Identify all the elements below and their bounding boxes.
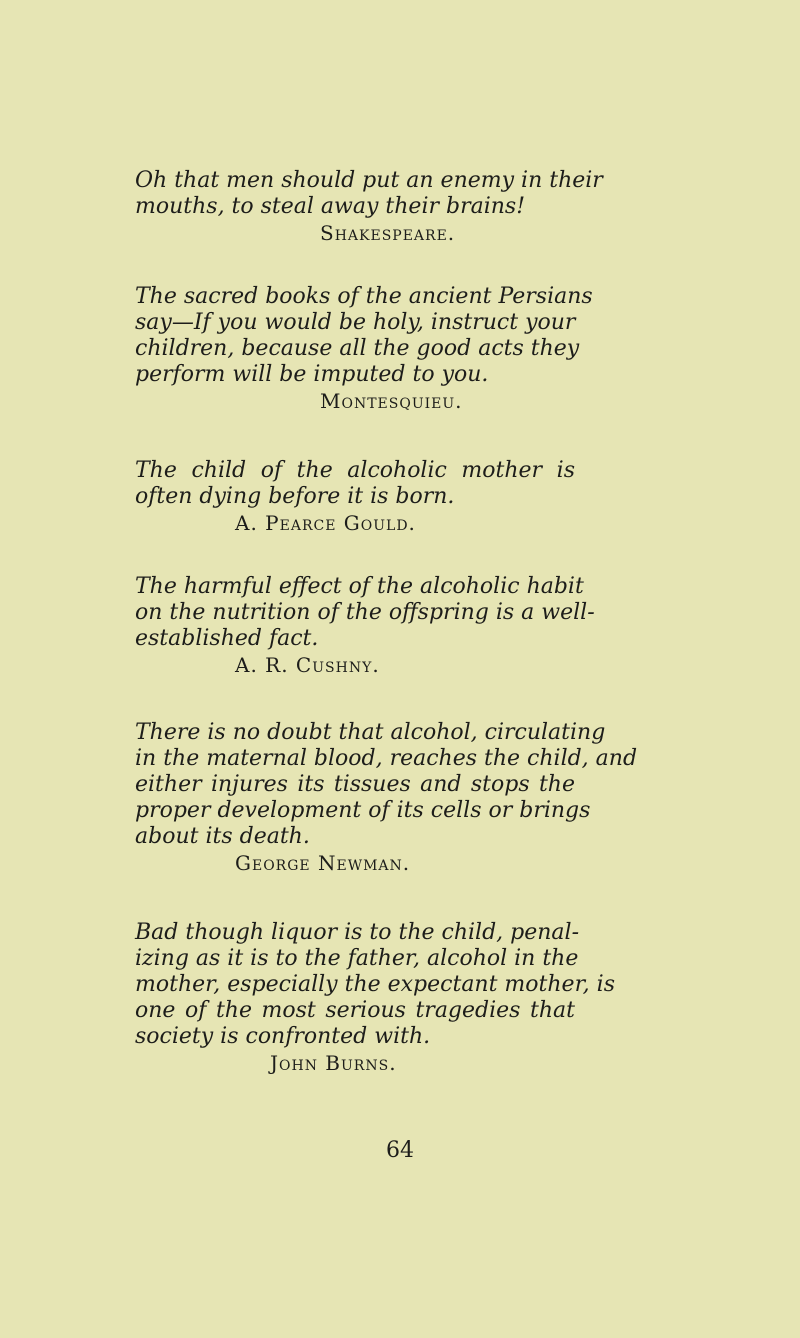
- quote-line: established fact.: [135, 626, 319, 651]
- quote-line: on the nutrition of the offspring is a well-: [135, 600, 595, 625]
- quote-line: The harmful effect of the alcoholic habit: [135, 574, 584, 599]
- quote-line: children, because all the good acts they: [135, 336, 580, 361]
- quote-line: Bad though liquor is to the child, penal-: [135, 920, 580, 945]
- quote-line: proper development of its cells or brings: [135, 798, 591, 823]
- quote-line: mouths, to steal away their brains!: [135, 194, 526, 219]
- quote-shakespeare: [135, 168, 603, 246]
- quote-line: either injures its tissues and stops the: [135, 772, 575, 797]
- page-number: 64: [386, 1138, 414, 1163]
- quote-line: often dying before it is born.: [135, 484, 455, 509]
- quote-pearce-gould: [135, 458, 575, 536]
- quote-author: Montesquieu.: [320, 389, 463, 413]
- quote-line: about its death.: [135, 824, 310, 849]
- quote-line: mother, especially the expectant mother, is: [135, 972, 615, 997]
- quote-line: Oh that men should put an enemy in their: [135, 168, 603, 193]
- quote-burns: [135, 920, 615, 1076]
- quote-author: George Newman.: [235, 851, 411, 875]
- quote-line: one of the most serious tragedies that: [135, 998, 575, 1023]
- quote-line: perform will be imputed to you.: [135, 362, 489, 387]
- quote-line: The child of the alcoholic mother is: [135, 458, 575, 483]
- quote-line: in the maternal blood, reaches the child, and: [135, 746, 638, 771]
- quote-author: A. R. Cushny.: [235, 653, 380, 677]
- quote-author: John Burns.: [270, 1051, 397, 1075]
- quote-line: izing as it is to the father, alcohol in the: [135, 946, 579, 971]
- quote-line: say—If you would be holy, instruct your: [135, 310, 576, 335]
- quote-newman: [135, 720, 638, 876]
- quote-line: society is confronted with.: [135, 1024, 431, 1049]
- quote-line: There is no doubt that alcohol, circulating: [135, 720, 606, 745]
- quote-cushny: [135, 574, 595, 678]
- quote-author: A. Pearce Gould.: [235, 511, 416, 535]
- quote-author: Shakespeare.: [320, 221, 456, 245]
- quote-montesquieu: [135, 284, 593, 414]
- quote-line: The sacred books of the ancient Persians: [135, 284, 593, 309]
